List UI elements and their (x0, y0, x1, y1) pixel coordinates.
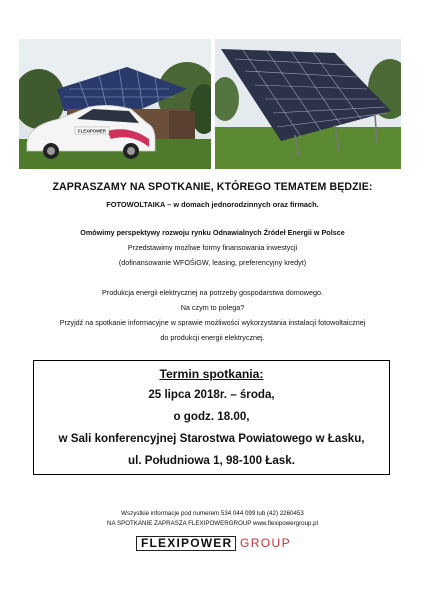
meeting-time: o godz. 18.00, (173, 410, 250, 423)
financing-detail-line: (dofinansowanie WFOŚiGW, leasing, preferencyjny kredyt) (118, 258, 307, 267)
photo-car-and-roof-solar (19, 39, 211, 169)
production-line: Produkcja energii elektrycznej na potrzeby gospodarstwa domowego. (102, 288, 323, 297)
solar-roof-car-illustration (19, 39, 211, 169)
meeting-date: 25 lipca 2018r. – środa, (148, 388, 275, 401)
invite-line: Przyjdź na spotkanie informacyjne w sprawie możliwości wykorzystania instalacji fotowoltaicznej (59, 318, 366, 327)
financing-line: Przedstawimy możliwe formy finansowania inwestycji (127, 243, 298, 252)
meeting-address: ul. Południowa 1, 98-100 Łask. (128, 454, 295, 467)
meeting-details-box (33, 360, 390, 475)
logo-group-text: GROUP (240, 536, 292, 550)
car-decal-text: FLEXIPOWER (78, 128, 106, 134)
meeting-venue: w Sali konferencyjnej Starostwa Powiatowego w Łasku, (58, 432, 365, 445)
subhead: FOTOWOLTAIKA – w domach jednorodzinnych oraz firmach. (106, 200, 319, 209)
meeting-title: Termin spotkania: (159, 367, 264, 381)
logo-main-text: FLEXIPOWER (136, 536, 236, 551)
question-line: Na czym to polega? (180, 303, 245, 312)
contact-info: Wszystkie informacje pod numerem 534 044 099 lub (42) 2260453 (121, 510, 304, 517)
headline: ZAPRASZAMY NA SPOTKANIE, KTÓREGO TEMATEM BĘDZIE: (52, 181, 373, 193)
intro-line: Omówimy perspektywy rozwoju rynku Odnawialnych Źródeł Energii w Polsce (80, 228, 345, 237)
flexipower-group-logo (136, 536, 292, 551)
organizer-line: NA SPOTKANIE ZAPRASZA FLEXIPOWERGROUP www.flexipowergroup.pl (106, 520, 318, 527)
ground-solar-array-illustration (215, 39, 401, 169)
invite-line-2: do produkcji energii elektrycznej. (160, 333, 265, 342)
photo-ground-solar-array (215, 39, 401, 169)
